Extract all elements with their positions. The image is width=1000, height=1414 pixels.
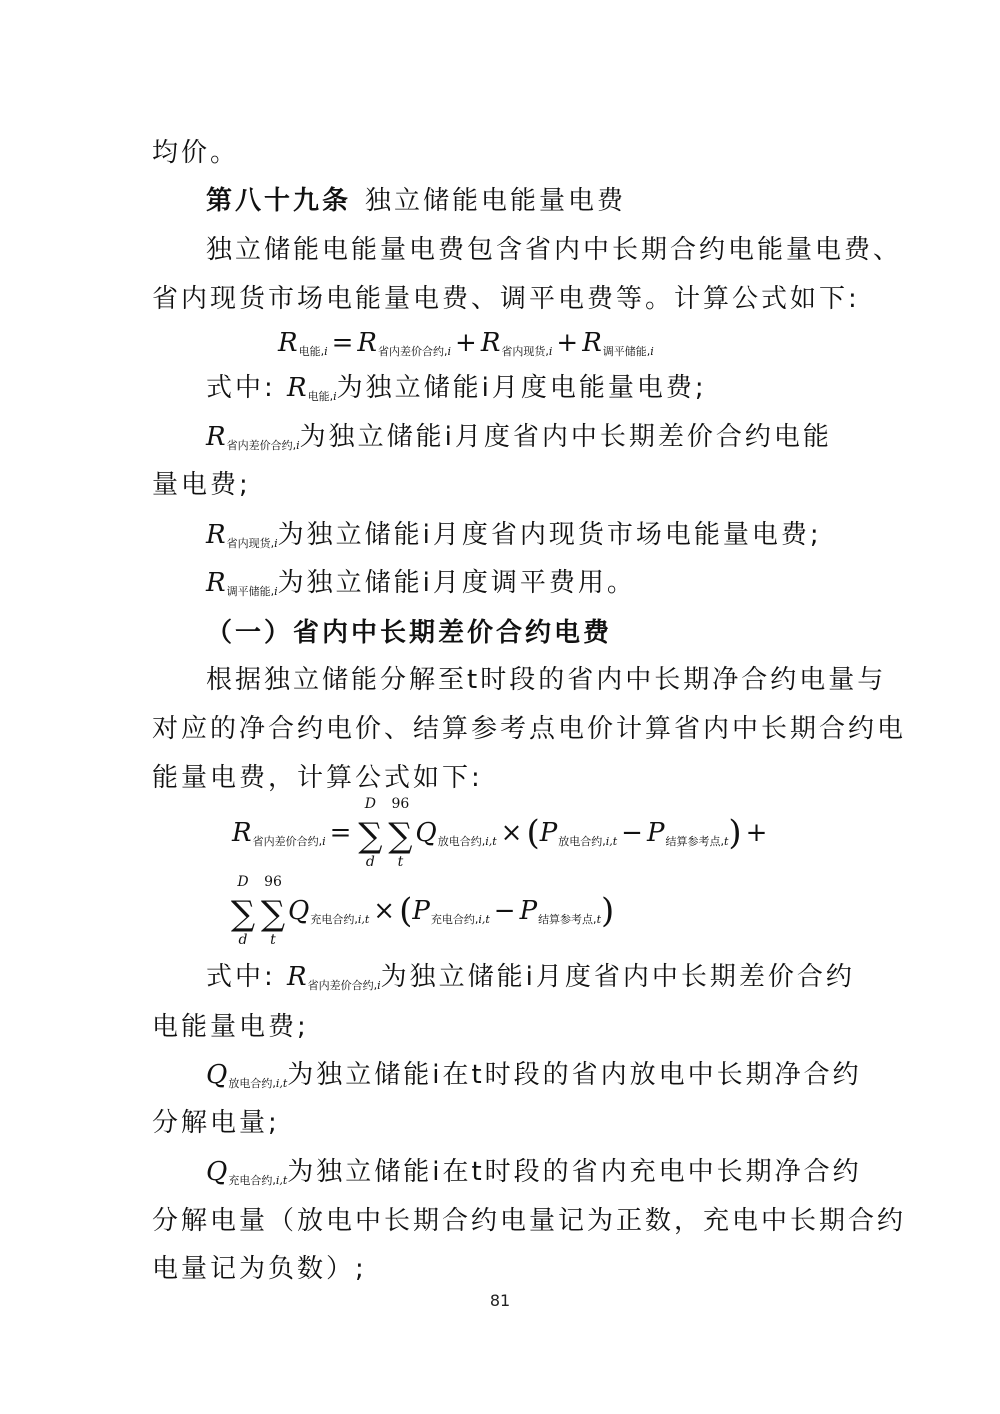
article-heading: [206, 184, 852, 218]
text-line: 独立储能电能量电费包含省内中长期合约电能量电费、: [206, 235, 903, 265]
definition-line: 式中: $R_{电能,i}$为独立储能i月度电能量电费;: [206, 373, 707, 403]
definition-line: $Q_{充电合约,i,t}$为独立储能i在t时段的省内充电中长期净合约: [206, 1157, 862, 1187]
text-line: 量电费;: [152, 470, 251, 500]
sum-symbol: D ∑ d: [358, 796, 383, 870]
page-number: 81: [489, 1291, 511, 1310]
text-line: 根据独立储能分解至t时段的省内中长期净合约电量与: [206, 665, 887, 695]
text-line: 分解电量（放电中长期合约电量记为正数，充电中长期合约: [152, 1206, 907, 1236]
text-line: 省内现货市场电能量电费、调平电费等。计算公式如下:: [152, 284, 860, 314]
text-line: 均价。: [152, 138, 240, 168]
definition-line: $R_{调平储能,i}$为独立储能i月度调平费用。: [206, 568, 636, 598]
section-heading: （一）省内中长期差价合约电费: [206, 618, 613, 648]
text-line: 电量记为负数）;: [152, 1254, 367, 1284]
definition-line: $R_{省内差价合约,i}$为独立储能i月度省内中长期差价合约电能: [206, 422, 832, 452]
formula-energy-fee: $R_{电能,i} = R_{省内差价合约,i} + R_{省内现货,i} + R_{调平储能,i}$: [278, 328, 654, 358]
text-line: 电能量电费;: [152, 1012, 309, 1042]
text-line: 分解电量;: [152, 1108, 280, 1138]
sum-symbol: 96 ∑ t: [260, 874, 286, 948]
definition-line: $Q_{放电合约,i,t}$为独立储能i在t时段的省内放电中长期净合约: [206, 1060, 862, 1090]
text-line: 对应的净合约电价、结算参考点电价计算省内中长期合约电: [152, 714, 907, 744]
text-line: 能量电费，计算公式如下:: [152, 763, 483, 793]
definition-line: $R_{省内现货,i}$为独立储能i月度省内现货市场电能量电费;: [206, 520, 822, 550]
formula-diff-contract-fee-line1: $R_{省内差价合约,i}$ = D ∑ d 96 ∑ t $Q_{放电合约,i,t} \times (P_{放电合约,i,t} - P_{结算参考点,t})$ +: [232, 796, 768, 870]
definition-line: 式中: $R_{省内差价合约,i}$为独立储能i月度省内中长期差价合约: [206, 962, 855, 992]
article-subject: 独立储能电能量电费: [365, 186, 627, 216]
sum-symbol: 96 ∑ t: [388, 796, 413, 870]
formula-diff-contract-fee-line2: D ∑ d 96 ∑ t $Q_{充电合约,i,t} \times (P_{充电合约,i,t} - P_{结算参考点,t})$: [228, 894, 614, 937]
article-number: 第八十九条: [206, 186, 352, 216]
sum-symbol: D ∑ d: [230, 874, 256, 948]
